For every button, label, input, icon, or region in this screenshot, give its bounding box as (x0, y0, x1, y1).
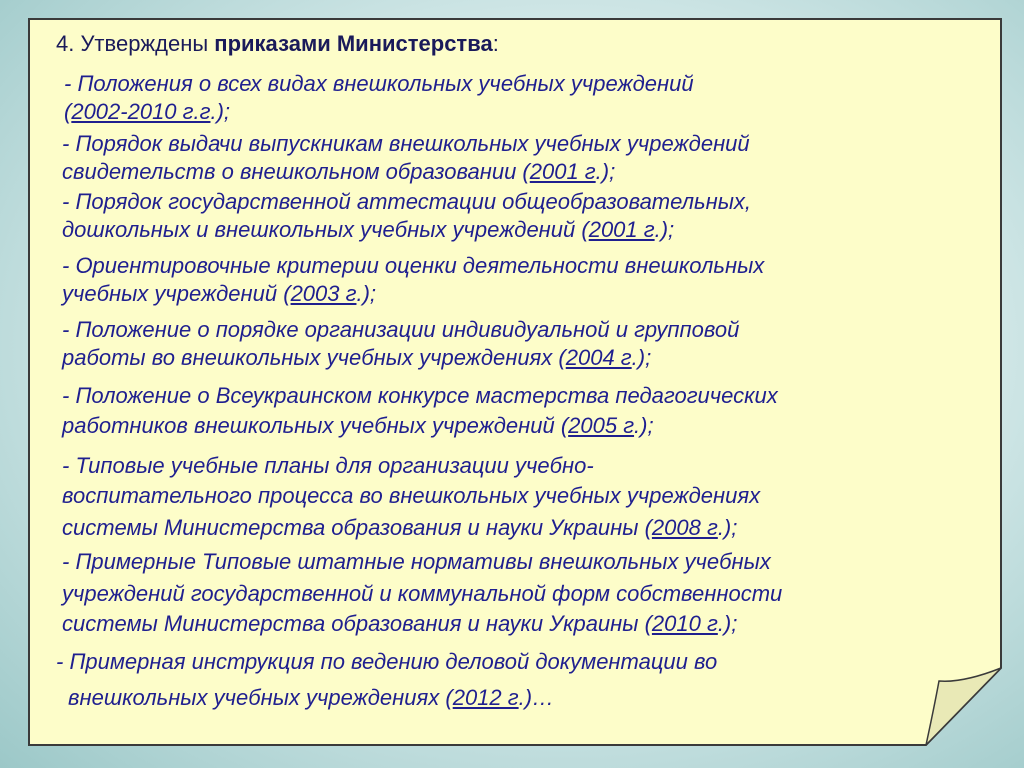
decree-text-end: .)… (518, 685, 555, 710)
decree-text: системы Министерства образования и науки Украины ( (62, 611, 652, 636)
decree-item-line (56, 648, 717, 676)
decree-text: внешкольных учебных учреждениях ( (68, 685, 453, 710)
decree-text: воспитательного процесса во внешкольных учебных учреждениях (62, 483, 761, 508)
decree-year: 2003 г (290, 281, 357, 306)
decree-text-end: .); (717, 515, 738, 540)
decree-item-line (64, 70, 694, 98)
decree-text-end: .); (595, 159, 616, 184)
decree-year: 2002-2010 г.г (71, 99, 211, 124)
heading-suffix: : (492, 31, 499, 56)
decree-item-line (62, 344, 651, 372)
decree-text-end: .); (631, 345, 652, 370)
decree-text: - Примерные Типовые штатные нормативы внешкольных учебных (62, 549, 771, 574)
decree-text: - Ориентировочные критерии оценки деятельности внешкольных (62, 253, 765, 278)
decree-text-end: .); (634, 413, 654, 438)
decree-item-line (68, 684, 554, 712)
decree-text: системы Министерства образования и науки Украины ( (62, 515, 652, 540)
decree-item-line (62, 216, 674, 244)
decree-text: учебных учреждений ( (62, 281, 291, 306)
decree-item-line (62, 280, 376, 308)
heading-bold: приказами Министерства (214, 31, 493, 56)
decree-item-line (62, 382, 778, 410)
decree-item-line (62, 452, 594, 480)
decree-item-line (62, 130, 750, 158)
decree-text: - Порядок выдачи выпускникам внешкольных учебных учреждений (62, 131, 750, 156)
decree-year: 2004 г (565, 345, 632, 370)
decree-year: 2001 г (588, 217, 655, 242)
decree-text: - Типовые учебные планы для организации учебно- (62, 453, 594, 478)
decree-item-line (62, 610, 737, 638)
decree-year: 2005 г (568, 413, 635, 438)
decree-text: - Порядок государственной аттестации общеобразовательных, (62, 189, 752, 214)
decree-text: ( (64, 99, 72, 124)
decree-item-line (62, 188, 751, 216)
document-text (28, 18, 1002, 746)
decree-text: - Положение о Всеукраинском конкурсе мастерства педагогических (62, 383, 778, 408)
decree-item-line (62, 482, 760, 510)
decree-year: 2008 г (651, 515, 718, 540)
decree-text: - Положения о всех видах внешкольных учебных учреждений (64, 71, 694, 96)
decree-text: учреждений государственной и коммунальной форм собственности (62, 581, 783, 606)
decree-text-end: .); (654, 217, 675, 242)
decree-item-line (62, 316, 739, 344)
decree-year: 2001 г (529, 159, 596, 184)
content-card (28, 18, 1002, 746)
decree-text: работы во внешкольных учебных учреждениях ( (62, 345, 566, 370)
decree-text: свидетельств о внешкольном образовании ( (62, 159, 530, 184)
decree-year: 2010 г (651, 611, 718, 636)
decree-year: 2012 г (452, 685, 519, 710)
heading-prefix: 4. Утверждены (56, 31, 215, 56)
decree-text-end: .); (210, 99, 231, 124)
decree-text: - Примерная инструкция по ведению деловой документации во (56, 649, 718, 674)
decree-text: - Положение о порядке организации индивидуальной и групповой (62, 317, 740, 342)
decree-text-end: .); (356, 281, 377, 306)
decree-item-line (62, 412, 654, 440)
decree-item-line (62, 548, 771, 576)
decree-item-line (62, 514, 737, 542)
decree-text: дошкольных и внешкольных учебных учреждений ( (62, 217, 589, 242)
decree-text: работников внешкольных учебных учреждений ( (62, 413, 569, 438)
decree-item-line (64, 98, 230, 126)
decree-item-line (62, 252, 764, 280)
decree-text-end: .); (717, 611, 738, 636)
heading-line (56, 30, 499, 58)
decree-item-line (62, 580, 782, 608)
decree-item-line (62, 158, 615, 186)
